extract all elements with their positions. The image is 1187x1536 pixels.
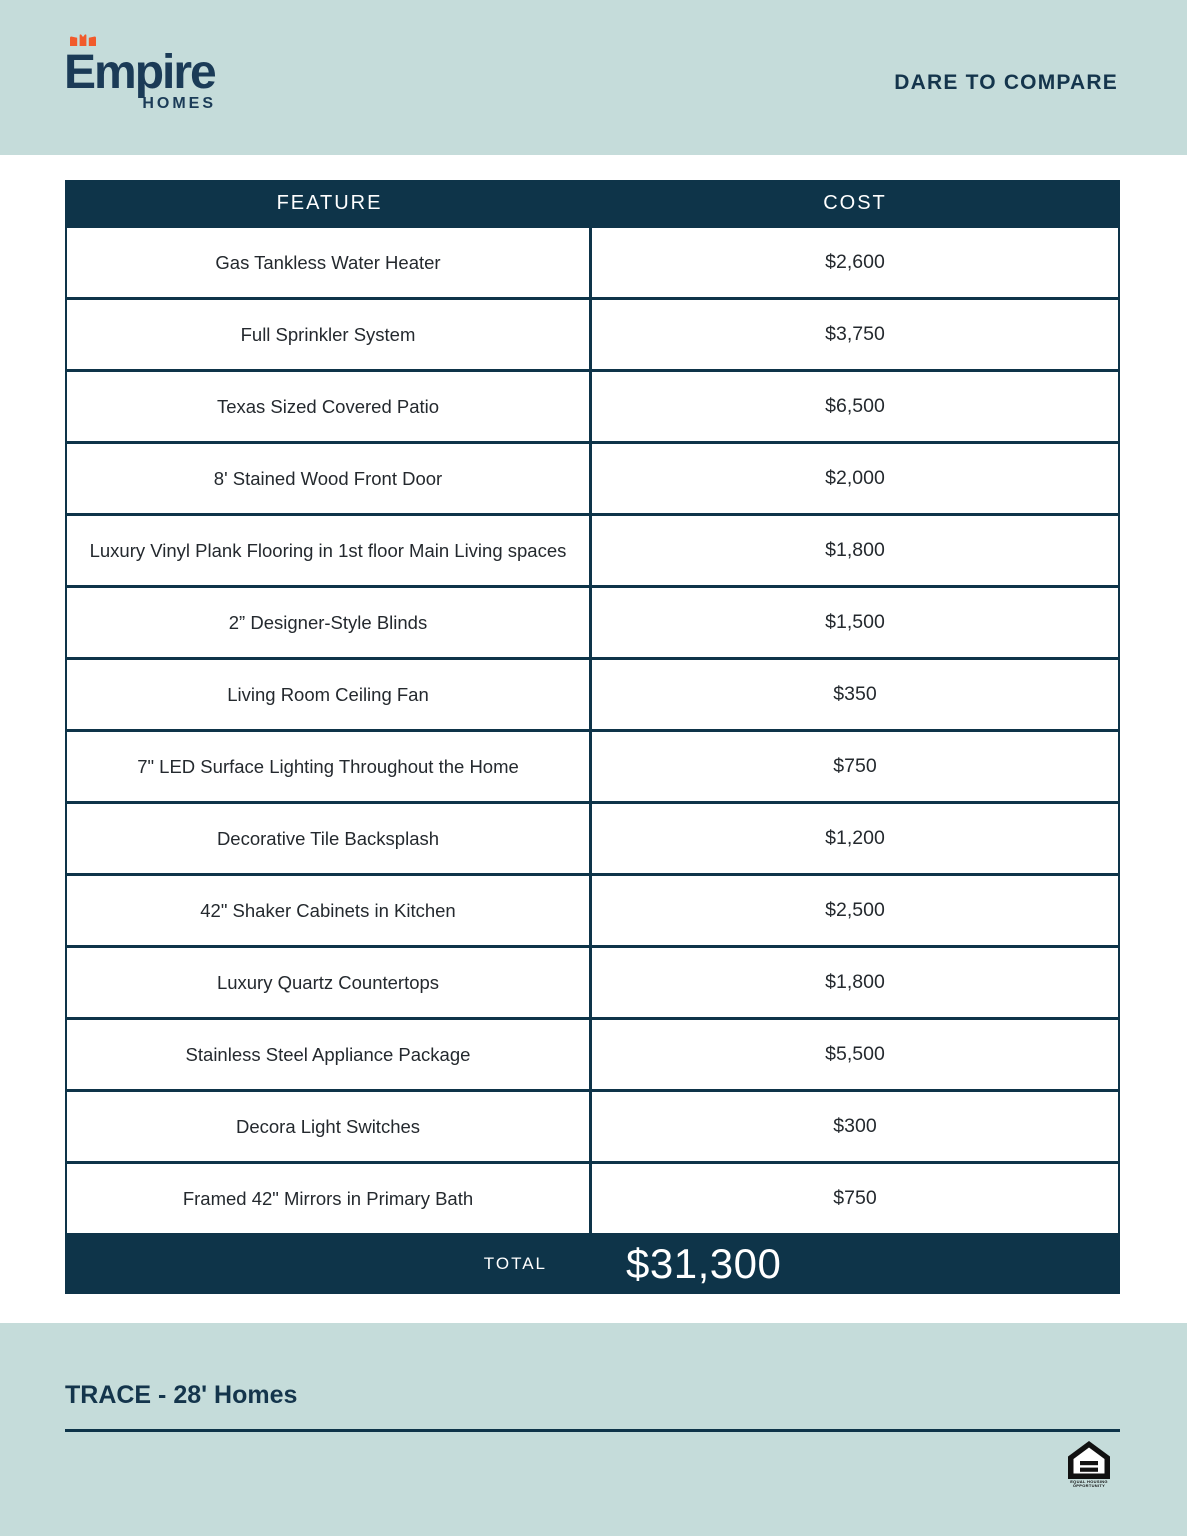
brand-name: Empire (64, 46, 215, 99)
cost-cell: $750 (833, 1187, 877, 1209)
table-row (67, 513, 1118, 585)
feature-cell: 42" Shaker Cabinets in Kitchen (67, 876, 592, 945)
table-row (67, 1161, 1118, 1233)
cost-cell: $1,200 (825, 827, 885, 849)
cost-cell: $6,500 (825, 395, 885, 417)
cost-cell: $1,500 (825, 611, 885, 633)
feature-cell: 7" LED Surface Lighting Throughout the Home (67, 732, 592, 801)
cost-cell: $5,500 (825, 1043, 885, 1065)
feature-cell: Stainless Steel Appliance Package (67, 1020, 592, 1089)
brand-sub: HOMES (142, 95, 216, 113)
footer-divider (65, 1429, 1120, 1432)
feature-cell: Luxury Vinyl Plank Flooring in 1st floor Main Living spaces (67, 516, 592, 585)
cost-cell: $2,500 (825, 899, 885, 921)
total-row (67, 1233, 1118, 1292)
equal-housing-icon (1068, 1441, 1110, 1479)
feature-cell: 8' Stained Wood Front Door (67, 444, 592, 513)
feature-cell: Texas Sized Covered Patio (67, 372, 592, 441)
feature-cell: Gas Tankless Water Heater (67, 228, 592, 297)
table-row (67, 1017, 1118, 1089)
cost-cell: $350 (833, 683, 877, 705)
feature-cell: Decora Light Switches (67, 1092, 592, 1161)
page-title: DARE TO COMPARE (894, 71, 1118, 94)
cost-cell: $2,600 (825, 251, 885, 273)
feature-cell: Living Room Ceiling Fan (67, 660, 592, 729)
feature-cell: 2” Designer-Style Blinds (67, 588, 592, 657)
cost-cell: $1,800 (825, 971, 885, 993)
total-label: TOTAL (483, 1254, 547, 1273)
table-row (67, 657, 1118, 729)
footer-band (0, 1323, 1187, 1536)
pricing-table (65, 180, 1120, 1294)
table-row (67, 945, 1118, 1017)
total-value: $31,300 (626, 1240, 782, 1287)
table-row (67, 585, 1118, 657)
table-row (67, 297, 1118, 369)
table-row (67, 1089, 1118, 1161)
table-row (67, 225, 1118, 297)
feature-cell: Framed 42" Mirrors in Primary Bath (67, 1164, 592, 1233)
table-row (67, 873, 1118, 945)
feature-cell: Full Sprinkler System (67, 300, 592, 369)
footer-title: TRACE - 28' Homes (65, 1381, 298, 1409)
crown-icon (69, 32, 97, 47)
brand-logo (64, 32, 216, 113)
table-row (67, 801, 1118, 873)
column-header-cost: COST (823, 192, 887, 214)
equal-housing-caption: EQUAL HOUSING OPPORTUNITY (1070, 1479, 1108, 1489)
table-header (67, 182, 1118, 225)
table-row (67, 441, 1118, 513)
header-band (0, 0, 1187, 155)
cost-cell: $750 (833, 755, 877, 777)
cost-cell: $300 (833, 1115, 877, 1137)
cost-cell: $2,000 (825, 467, 885, 489)
cost-cell: $1,800 (825, 539, 885, 561)
cost-cell: $3,750 (825, 323, 885, 345)
feature-cell: Decorative Tile Backsplash (67, 804, 592, 873)
feature-cell: Luxury Quartz Countertops (67, 948, 592, 1017)
equal-housing-logo (1066, 1441, 1112, 1489)
table-row (67, 729, 1118, 801)
column-header-feature: FEATURE (276, 192, 383, 214)
table-row (67, 369, 1118, 441)
